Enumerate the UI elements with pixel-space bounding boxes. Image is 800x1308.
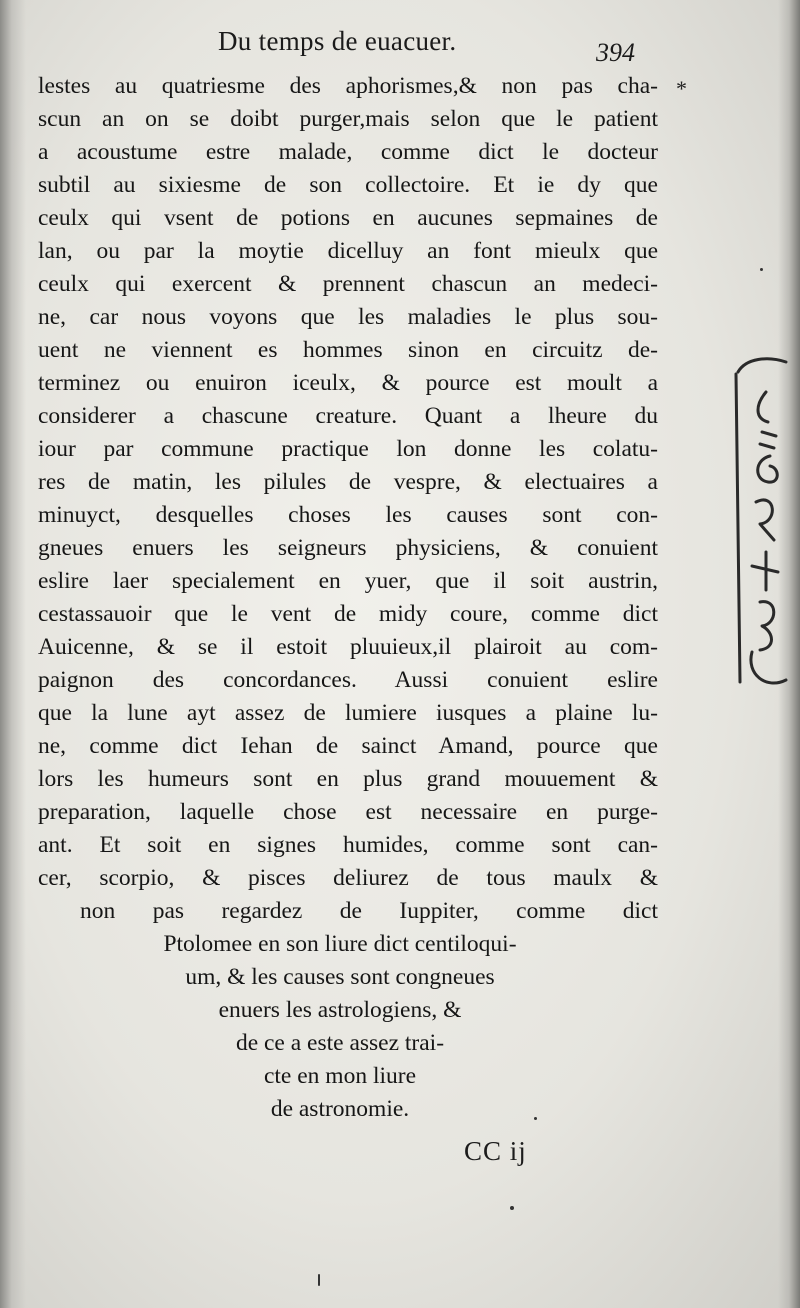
text-line: Auicenne, & se il estoit pluuieux,il plairoit au com- (38, 634, 658, 660)
paper-speck (318, 1274, 320, 1286)
text-line: de ce a este assez trai- (235, 1030, 445, 1056)
text-line: iour par commune practique lon donne les colatu- (38, 436, 658, 462)
paper-speck (534, 1117, 537, 1120)
text-line: eslire laer specialement en yuer, que il soit austrin, (38, 568, 658, 594)
text-line: paignon des concordances. Aussi conuient eslire (38, 667, 658, 693)
text-line: cte en mon liure (263, 1063, 417, 1089)
running-title: Du temps de euacuer. (218, 26, 457, 56)
text-line: gneues enuers les seigneurs physiciens, & conuient (38, 535, 658, 561)
text-line: considerer a chascune creature. Quant a lheure du (38, 403, 658, 429)
text-line: scun an on se doibt purger,mais selon que le patient (38, 106, 658, 132)
text-line: subtil au sixiesme de son collectoire. Et ie dy que (38, 172, 658, 198)
text-line: um, & les causes sont congneues (185, 964, 495, 990)
signature-mark: CC ij (464, 1136, 527, 1166)
handwritten-shelfmark-icon (716, 352, 800, 698)
text-line: minuyct, desquelles choses les causes sont con- (38, 502, 658, 528)
text-line: ant. Et soit en signes humides, comme sont can- (38, 832, 658, 858)
text-line: terminez ou enuiron iceulx, & pource est moult a (38, 370, 658, 396)
text-line: ceulx qui exercent & prennent chascun an medeci- (38, 271, 658, 297)
text-line: ne, car nous voyons que les maladies le plus sou- (38, 304, 658, 330)
text-line: lors les humeurs sont en plus grand mouuement & (38, 766, 658, 792)
text-line: de astronomie. (270, 1096, 410, 1122)
text-line: a acoustume estre malade, comme dict le docteur (38, 139, 658, 165)
paper-speck (760, 268, 763, 271)
text-line: cestassauoir que le vent de midy coure, comme dict (38, 601, 658, 627)
text-line: uent ne viennent es hommes sinon en circuitz de- (38, 337, 658, 363)
text-line: res de matin, les pilules de vespre, & electuaires a (38, 469, 658, 495)
page-number: 394 (596, 38, 635, 67)
text-line: lan, ou par la moytie dicelluy an font mieulx que (38, 238, 658, 264)
paper-speck (510, 1206, 514, 1210)
running-head (0, 26, 760, 66)
text-line: Ptolomee en son liure dict centiloqui- (163, 931, 517, 957)
text-line: non pas regardez de Iuppiter, comme dict (80, 898, 658, 924)
text-line: preparation, laquelle chose est necessaire en purge- (38, 799, 658, 825)
text-line: cer, scorpio, & pisces deliurez de tous maulx & (38, 865, 658, 891)
text-line: lestes au quatriesme des aphorismes,& non pas cha- (38, 73, 658, 99)
margin-asterisk: * (676, 76, 687, 101)
text-line: ceulx qui vsent de potions en aucunes sepmaines de (38, 205, 658, 231)
text-line: ne, comme dict Iehan de sainct Amand, pource que (38, 733, 658, 759)
text-line: que la lune ayt assez de lumiere iusques a plaine lu- (38, 700, 658, 726)
text-line: enuers les astrologiens, & (218, 997, 462, 1023)
